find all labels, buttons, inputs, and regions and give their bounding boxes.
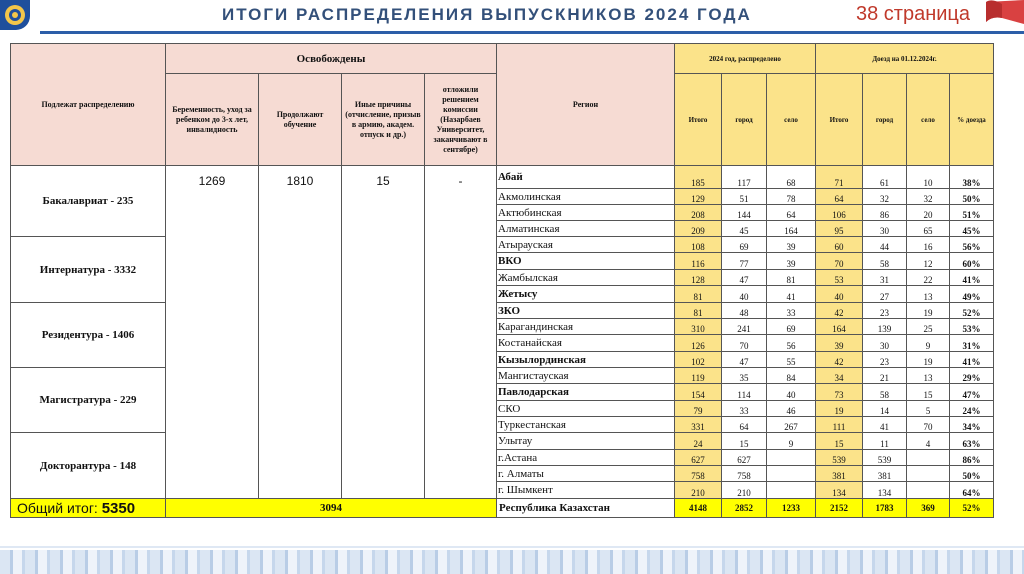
- value-cell: 164: [767, 221, 816, 237]
- region-name: г. Шымкент: [497, 482, 675, 499]
- page-number-label: 38 страница: [856, 3, 971, 25]
- header-region: Регион: [497, 44, 675, 166]
- value-cell: 30: [863, 335, 907, 352]
- value-cell: 81: [675, 286, 722, 303]
- region-name: Жетысу: [497, 286, 675, 303]
- value-cell: 32: [863, 189, 907, 205]
- value-cell: 70: [722, 335, 767, 352]
- value-cell: 64: [722, 417, 767, 433]
- value-cell: 41%: [950, 352, 994, 368]
- value-cell: 210: [722, 482, 767, 499]
- value-cell: 15: [816, 433, 863, 450]
- value-cell: 32: [907, 189, 950, 205]
- value-cell: 13: [907, 286, 950, 303]
- region-name: Туркестанская: [497, 417, 675, 433]
- value-cell: 47%: [950, 384, 994, 401]
- value-cell: 52%: [950, 303, 994, 319]
- value-cell: 119: [675, 368, 722, 384]
- value-cell: 31: [863, 270, 907, 286]
- total-dist-village: 1233: [767, 499, 816, 518]
- value-cell: 35: [722, 368, 767, 384]
- table-row: [11, 433, 994, 450]
- header-freed-pregnancy: Беременность, уход за ребенком до 3-х лет, инвалидность: [166, 74, 259, 166]
- value-cell: 331: [675, 417, 722, 433]
- value-cell: 41%: [950, 270, 994, 286]
- value-cell: 69: [722, 237, 767, 253]
- value-cell: 50%: [950, 189, 994, 205]
- program-cell: Магистратура - 229: [11, 368, 166, 433]
- value-cell: 24%: [950, 401, 994, 417]
- total-dist-city: 2852: [722, 499, 767, 518]
- region-name: г. Алматы: [497, 466, 675, 482]
- value-cell: 61: [863, 166, 907, 189]
- value-cell: 46: [767, 401, 816, 417]
- value-cell: 539: [863, 450, 907, 466]
- top-bar: [0, 0, 1024, 32]
- header-arr-village: село: [907, 74, 950, 166]
- value-cell: 47: [722, 352, 767, 368]
- footer-line: [0, 546, 1024, 548]
- value-cell: 86: [863, 205, 907, 221]
- value-cell: 27: [863, 286, 907, 303]
- total-region: Республика Казахстан: [497, 499, 675, 518]
- header-arr-total: Итого: [816, 74, 863, 166]
- value-cell: 241: [722, 319, 767, 335]
- header-distributed: 2024 год, распределено: [675, 44, 816, 74]
- value-cell: 20: [907, 205, 950, 221]
- value-cell: 41: [767, 286, 816, 303]
- value-cell: 58: [863, 253, 907, 270]
- value-cell: 78: [767, 189, 816, 205]
- value-cell: 40: [722, 286, 767, 303]
- value-cell: 45: [722, 221, 767, 237]
- header-freed-study: Продолжают обучение: [259, 74, 342, 166]
- region-name: ЗКО: [497, 303, 675, 319]
- header-dist-city: город: [722, 74, 767, 166]
- total-label: Общий итог:: [17, 499, 98, 516]
- value-cell: 39: [816, 335, 863, 352]
- value-cell: 154: [675, 384, 722, 401]
- region-name: Актюбинская: [497, 205, 675, 221]
- value-cell: 758: [675, 466, 722, 482]
- value-cell: 68: [767, 166, 816, 189]
- value-cell: 9: [907, 335, 950, 352]
- total-arr-percent: 52%: [950, 499, 994, 518]
- value-cell: 60%: [950, 253, 994, 270]
- value-cell: 4: [907, 433, 950, 450]
- header-arr-city: город: [863, 74, 907, 166]
- value-cell: 81: [767, 270, 816, 286]
- value-cell: 111: [816, 417, 863, 433]
- value-cell: 381: [816, 466, 863, 482]
- value-cell: 53: [816, 270, 863, 286]
- value-cell: 11: [863, 433, 907, 450]
- value-cell: 627: [722, 450, 767, 466]
- value-cell: 129: [675, 189, 722, 205]
- value-cell: 70: [907, 417, 950, 433]
- header-dist-village: село: [767, 74, 816, 166]
- value-cell: 48: [722, 303, 767, 319]
- value-cell: 29%: [950, 368, 994, 384]
- value-cell: 5: [907, 401, 950, 417]
- value-cell: [907, 450, 950, 466]
- freed-value-cell: -: [425, 166, 497, 499]
- value-cell: 185: [675, 166, 722, 189]
- header-freed-other: Иные причины (отчисление, призыв в армию, академ. отпуск и др.): [342, 74, 425, 166]
- value-cell: 84: [767, 368, 816, 384]
- program-cell: Бакалавриат - 235: [11, 166, 166, 237]
- header-arr-percent: % доезда: [950, 74, 994, 166]
- value-cell: 10: [907, 166, 950, 189]
- value-cell: 25: [907, 319, 950, 335]
- region-name: Улытау: [497, 433, 675, 450]
- program-cell: Интернатура - 3332: [11, 237, 166, 303]
- value-cell: 55: [767, 352, 816, 368]
- value-cell: [767, 466, 816, 482]
- region-name: Абай: [497, 166, 675, 189]
- value-cell: 381: [863, 466, 907, 482]
- total-value: 5350: [101, 499, 136, 517]
- value-cell: 12: [907, 253, 950, 270]
- region-name: Атырауская: [497, 237, 675, 253]
- value-cell: 134: [863, 482, 907, 499]
- freed-value-cell: 1810: [259, 166, 342, 499]
- value-cell: 16: [907, 237, 950, 253]
- value-cell: 539: [816, 450, 863, 466]
- value-cell: [907, 482, 950, 499]
- value-cell: 134: [816, 482, 863, 499]
- region-name: Костанайская: [497, 335, 675, 352]
- freed-total: 3094: [166, 499, 497, 518]
- value-cell: 267: [767, 417, 816, 433]
- value-cell: 41: [863, 417, 907, 433]
- region-name: Жамбылская: [497, 270, 675, 286]
- value-cell: 51%: [950, 205, 994, 221]
- header-arrival: Доезд на 01.12.2024г.: [816, 44, 994, 74]
- value-cell: 47: [722, 270, 767, 286]
- value-cell: 116: [675, 253, 722, 270]
- results-table: [10, 43, 994, 518]
- value-cell: 95: [816, 221, 863, 237]
- region-name: Мангистауская: [497, 368, 675, 384]
- value-cell: 40: [816, 286, 863, 303]
- header-freed: Освобождены: [166, 44, 497, 74]
- value-cell: 14: [863, 401, 907, 417]
- value-cell: 58: [863, 384, 907, 401]
- value-cell: 49%: [950, 286, 994, 303]
- total-arr-village: 369: [907, 499, 950, 518]
- value-cell: 114: [722, 384, 767, 401]
- value-cell: 56%: [950, 237, 994, 253]
- value-cell: 13: [907, 368, 950, 384]
- value-cell: 23: [863, 303, 907, 319]
- header-subject: Подлежат распределению: [11, 44, 166, 166]
- value-cell: 108: [675, 237, 722, 253]
- total-dist-total: 4148: [675, 499, 722, 518]
- value-cell: 209: [675, 221, 722, 237]
- value-cell: 71: [816, 166, 863, 189]
- value-cell: 22: [907, 270, 950, 286]
- value-cell: 64%: [950, 482, 994, 499]
- value-cell: 39: [767, 253, 816, 270]
- value-cell: 73: [816, 384, 863, 401]
- value-cell: 33: [767, 303, 816, 319]
- value-cell: 117: [722, 166, 767, 189]
- value-cell: 63%: [950, 433, 994, 450]
- value-cell: 758: [722, 466, 767, 482]
- value-cell: 60: [816, 237, 863, 253]
- table-row: [11, 368, 994, 384]
- value-cell: 24: [675, 433, 722, 450]
- region-name: г.Астана: [497, 450, 675, 466]
- value-cell: 34: [816, 368, 863, 384]
- value-cell: 70: [816, 253, 863, 270]
- freed-value-cell: 15: [342, 166, 425, 499]
- value-cell: 38%: [950, 166, 994, 189]
- value-cell: [767, 450, 816, 466]
- flag-ribbon-icon: [982, 0, 1024, 30]
- value-cell: 102: [675, 352, 722, 368]
- region-name: Кызылординская: [497, 352, 675, 368]
- value-cell: 106: [816, 205, 863, 221]
- total-arr-city: 1783: [863, 499, 907, 518]
- value-cell: 45%: [950, 221, 994, 237]
- value-cell: 86%: [950, 450, 994, 466]
- value-cell: 208: [675, 205, 722, 221]
- value-cell: 21: [863, 368, 907, 384]
- value-cell: 77: [722, 253, 767, 270]
- value-cell: 81: [675, 303, 722, 319]
- table-row: [11, 166, 994, 189]
- value-cell: 15: [907, 384, 950, 401]
- total-arr-total: 2152: [816, 499, 863, 518]
- region-name: ВКО: [497, 253, 675, 270]
- emblem-logo: [0, 0, 30, 30]
- value-cell: 39: [767, 237, 816, 253]
- total-label-cell: [11, 499, 166, 518]
- value-cell: 627: [675, 450, 722, 466]
- value-cell: 139: [863, 319, 907, 335]
- value-cell: 128: [675, 270, 722, 286]
- program-cell: Докторантура - 148: [11, 433, 166, 499]
- value-cell: 53%: [950, 319, 994, 335]
- value-cell: 64: [767, 205, 816, 221]
- header-freed-postponed: отложили решением комиссии (Назарбаев Университет, заканчивают в сентябре): [425, 74, 497, 166]
- value-cell: 50%: [950, 466, 994, 482]
- table-row: [11, 303, 994, 319]
- value-cell: 19: [907, 352, 950, 368]
- value-cell: 210: [675, 482, 722, 499]
- value-cell: 164: [816, 319, 863, 335]
- region-name: Алматинская: [497, 221, 675, 237]
- value-cell: 69: [767, 319, 816, 335]
- region-name: Павлодарская: [497, 384, 675, 401]
- header-divider: [40, 31, 1024, 34]
- value-cell: 42: [816, 352, 863, 368]
- value-cell: [767, 482, 816, 499]
- header-dist-total: Итого: [675, 74, 722, 166]
- value-cell: 19: [907, 303, 950, 319]
- value-cell: 15: [722, 433, 767, 450]
- value-cell: 34%: [950, 417, 994, 433]
- table-row: [11, 237, 994, 253]
- region-name: Акмолинская: [497, 189, 675, 205]
- region-name: СКО: [497, 401, 675, 417]
- page-title: ИТОГИ РАСПРЕДЕЛЕНИЯ ВЫПУСКНИКОВ 2024 ГОДА: [222, 5, 752, 24]
- value-cell: 144: [722, 205, 767, 221]
- value-cell: 31%: [950, 335, 994, 352]
- value-cell: 23: [863, 352, 907, 368]
- freed-value-cell: 1269: [166, 166, 259, 499]
- region-name: Карагандинская: [497, 319, 675, 335]
- value-cell: 79: [675, 401, 722, 417]
- value-cell: 30: [863, 221, 907, 237]
- footer-ornament: [0, 550, 1024, 574]
- value-cell: 64: [816, 189, 863, 205]
- value-cell: 56: [767, 335, 816, 352]
- value-cell: 42: [816, 303, 863, 319]
- value-cell: 126: [675, 335, 722, 352]
- value-cell: 19: [816, 401, 863, 417]
- value-cell: 310: [675, 319, 722, 335]
- value-cell: 65: [907, 221, 950, 237]
- value-cell: 44: [863, 237, 907, 253]
- program-cell: Резидентура - 1406: [11, 303, 166, 368]
- value-cell: 9: [767, 433, 816, 450]
- value-cell: [907, 466, 950, 482]
- value-cell: 40: [767, 384, 816, 401]
- value-cell: 51: [722, 189, 767, 205]
- value-cell: 33: [722, 401, 767, 417]
